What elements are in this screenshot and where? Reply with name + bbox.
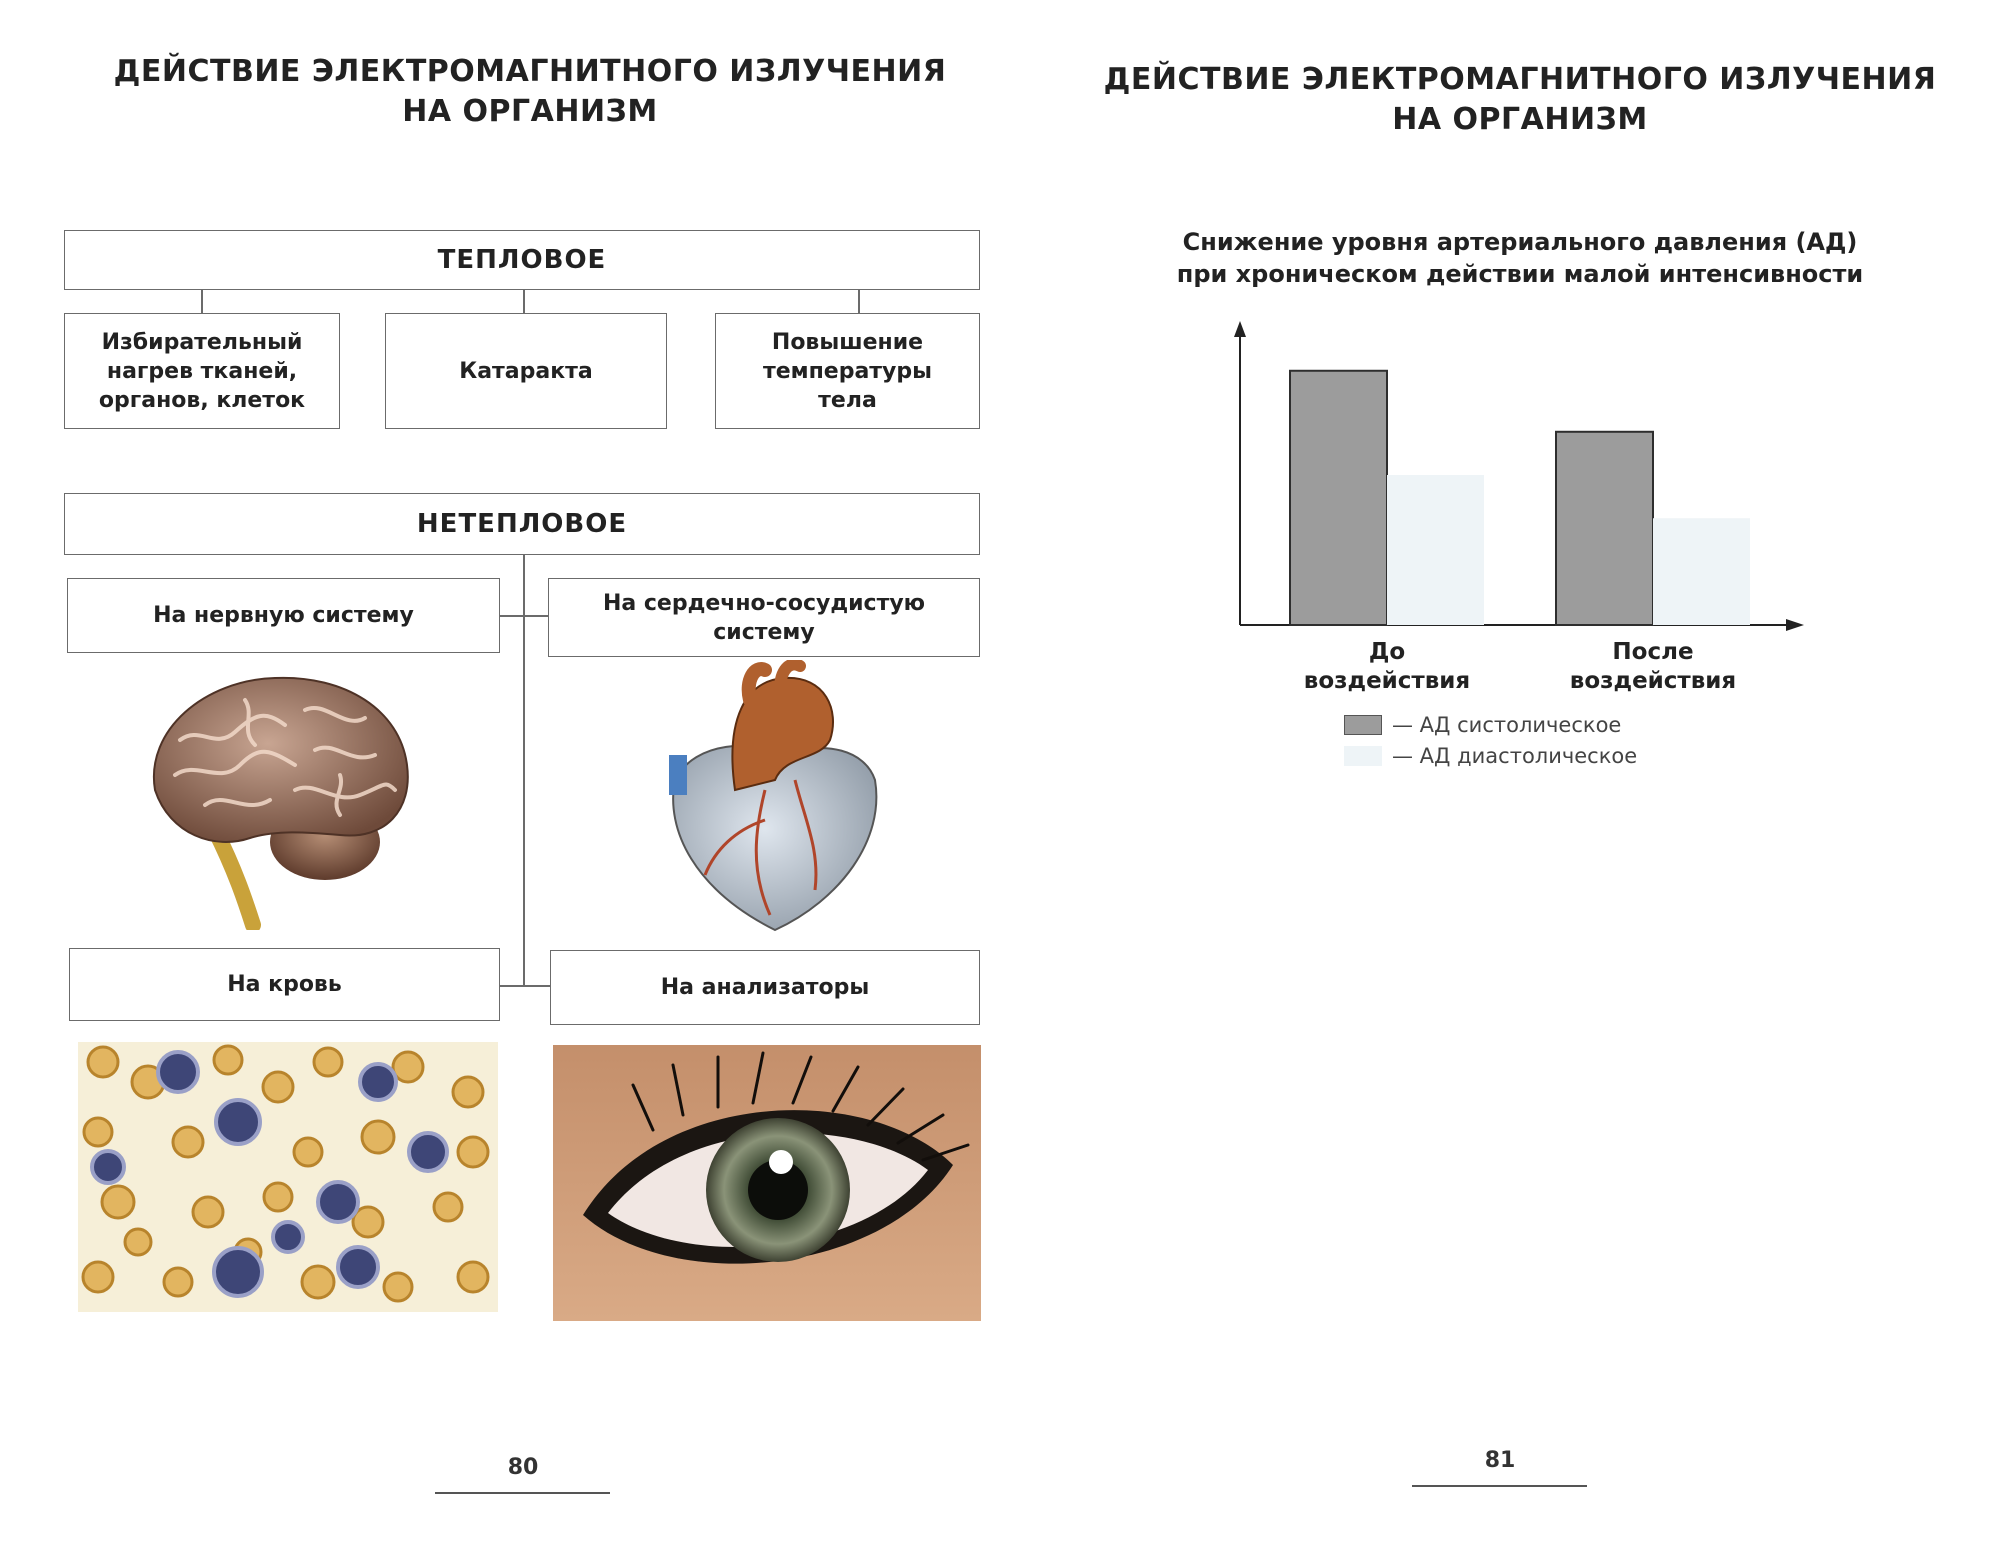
nonthermal-branch-lower — [498, 985, 550, 987]
y-axis-arrow — [1234, 321, 1246, 337]
right-page-number: 81 — [1484, 1448, 1516, 1473]
right-title-line1: ДЕЙСТВИЕ ЭЛЕКТРОМАГНИТНОГО ИЗЛУЧЕНИЯ — [1103, 62, 1937, 97]
brain-image — [145, 670, 425, 930]
category-label-1-line1: воздействия — [1569, 668, 1737, 694]
cardiovascular-box: На сердечно-сосудистую систему — [548, 578, 980, 657]
left-page-number: 80 — [507, 1455, 539, 1480]
heart-image — [655, 660, 895, 940]
eye-image — [553, 1045, 981, 1321]
thermal-effect-body-temperature: Повышение температуры тела — [715, 313, 980, 429]
right-page-title — [1070, 60, 1970, 140]
legend-swatch-diastolic — [1344, 746, 1382, 766]
right-title-line2: НА ОРГАНИЗМ — [1392, 102, 1648, 137]
legend-label-diastolic: — АД диастолическое — [1392, 744, 1638, 768]
category-label-0-line0: До — [1368, 639, 1406, 665]
thermal-connector-3 — [858, 290, 860, 315]
thermal-effect-cataract: Катаракта — [385, 313, 667, 429]
x-axis-arrow — [1786, 619, 1804, 631]
analyzers-box: На анализаторы — [550, 950, 980, 1025]
category-label-0-line1: воздействия — [1303, 668, 1471, 694]
left-title-line1: ДЕЙСТВИЕ ЭЛЕКТРОМАГНИТНОГО ИЗЛУЧЕНИЯ — [113, 54, 947, 89]
left-page-number-line — [435, 1492, 610, 1494]
right-page-number-line — [1412, 1485, 1587, 1487]
bp-bar-chart — [1170, 305, 1810, 705]
bar-systolic-0 — [1290, 371, 1387, 625]
thermal-connector-1 — [201, 290, 203, 315]
nonthermal-branch-upper — [498, 615, 550, 617]
thermal-effect-selective-heating: Избирательный нагрев тканей, органов, клеток — [64, 313, 340, 429]
bar-systolic-1 — [1556, 432, 1653, 625]
legend-swatch-systolic — [1344, 715, 1382, 735]
bar-diastolic-1 — [1653, 518, 1750, 625]
chart-title — [1070, 226, 1970, 290]
right-page — [1030, 0, 2000, 1545]
legend-diastolic — [1344, 744, 1637, 768]
nervous-system-box: На нервную систему — [67, 578, 500, 653]
chart-title-line2: при хроническом действии малой интенсивности — [1176, 260, 1864, 288]
legend-systolic — [1344, 713, 1621, 737]
blood-cells-image — [78, 1042, 498, 1312]
nonthermal-trunk — [523, 555, 525, 987]
left-page-title — [60, 52, 1000, 132]
category-label-1-line0: После — [1612, 639, 1694, 665]
thermal-header-box: ТЕПЛОВОЕ — [64, 230, 980, 290]
left-title-line2: НА ОРГАНИЗМ — [402, 94, 658, 129]
chart-title-line1: Снижение уровня артериального давления (АД) — [1182, 228, 1858, 256]
thermal-connector-2 — [523, 290, 525, 315]
blood-box: На кровь — [69, 948, 500, 1021]
legend-label-systolic: — АД систолическое — [1392, 713, 1622, 737]
nonthermal-header-box: НЕТЕПЛОВОЕ — [64, 493, 980, 555]
bar-diastolic-0 — [1387, 475, 1484, 625]
